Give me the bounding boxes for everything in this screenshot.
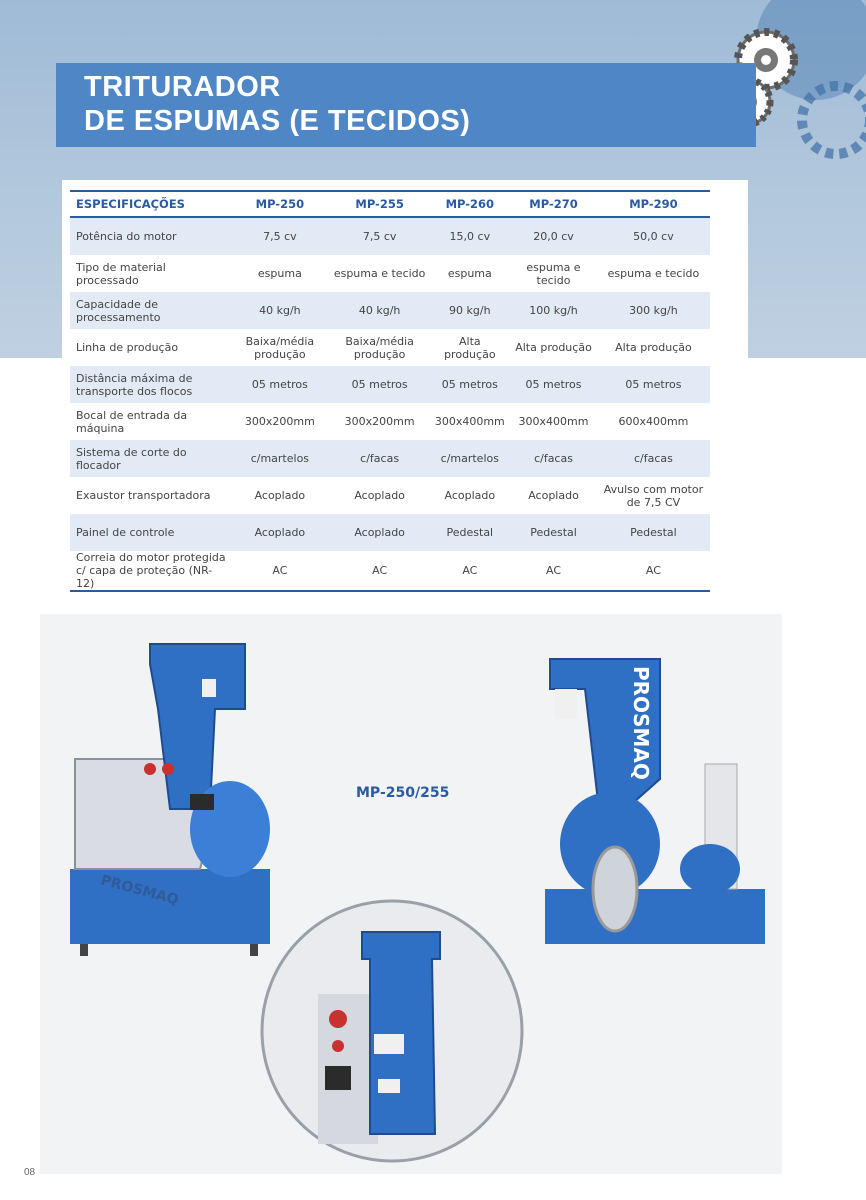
- table-cell: c/facas: [510, 440, 597, 477]
- table-row: [70, 440, 710, 477]
- table-cell: c/martelos: [430, 440, 511, 477]
- title-line-1: TRITURADOR: [84, 71, 281, 103]
- table-cell: Alta produção: [515, 341, 592, 354]
- specifications-table: [70, 190, 710, 592]
- table-cell: 300x200mm: [244, 415, 315, 428]
- row-label: Linha de produção: [76, 341, 179, 354]
- table-cell: Acoplado: [254, 489, 306, 502]
- machine-caption: MP-250/255: [356, 785, 450, 801]
- table-cell: c/martelos: [230, 440, 330, 477]
- table-cell: 20,0 cv: [510, 217, 597, 255]
- machine-photos: [40, 614, 782, 1174]
- table-row: [70, 514, 710, 551]
- row-label: Painel de controle: [70, 514, 230, 551]
- table-cell: 05 metros: [230, 366, 330, 403]
- row-label: Potência do motor: [70, 217, 230, 255]
- table-cell: 300x200mm: [344, 415, 415, 428]
- table-cell: 05 metros: [510, 366, 597, 403]
- row-label: Distância máxima de transporte dos flocos: [70, 366, 230, 403]
- table-cell: 50,0 cv: [597, 217, 710, 255]
- table-cell: Baixa/média produção: [245, 334, 315, 361]
- header-mp-250: MP-250: [230, 191, 330, 217]
- table-row: [70, 403, 710, 440]
- table-cell: Alta produção: [444, 334, 496, 361]
- table-cell: AC: [597, 551, 710, 591]
- table-cell: 15,0 cv: [430, 217, 511, 255]
- table-cell: Avulso com motor de 7,5 CV: [603, 482, 704, 509]
- table-cell: 7,5 cv: [230, 217, 330, 255]
- table-cell: 100 kg/h: [510, 292, 597, 329]
- table-cell: Acoplado: [230, 514, 330, 551]
- table-cell: Pedestal: [510, 514, 597, 551]
- table-cell: Alta produção: [615, 341, 692, 354]
- header-mp-270: MP-270: [510, 191, 597, 217]
- detail-zoom-image: [262, 901, 522, 1161]
- machine-photo-area: [40, 614, 782, 1174]
- table-cell: 300x400mm: [434, 415, 505, 428]
- table-row: [70, 292, 710, 329]
- table-cell: AC: [430, 551, 511, 591]
- table-cell: 05 metros: [597, 366, 710, 403]
- table-cell: AC: [510, 551, 597, 591]
- table-row: [70, 551, 710, 591]
- machine-right-brand: PROSMAQ: [629, 666, 653, 780]
- row-label: Exaustor transportadora: [76, 489, 211, 502]
- table-cell: Pedestal: [430, 514, 511, 551]
- table-cell: 300x400mm: [518, 415, 589, 428]
- table-cell: 90 kg/h: [430, 292, 511, 329]
- spec-sheet: [62, 180, 748, 608]
- table-row: [70, 217, 710, 255]
- row-label: Tipo de material processado: [76, 260, 166, 287]
- table-cell: 05 metros: [430, 366, 511, 403]
- table-header-row: [70, 191, 710, 217]
- title-line-2: DE ESPUMAS (E TECIDOS): [84, 105, 471, 137]
- page-number: 08: [24, 1167, 36, 1178]
- table-row: [70, 329, 710, 366]
- table-cell: 7,5 cv: [330, 217, 430, 255]
- row-label: Sistema de corte do flocador: [70, 440, 230, 477]
- table-cell: 300 kg/h: [597, 292, 710, 329]
- table-cell: espuma: [257, 267, 302, 280]
- table-cell: c/facas: [330, 440, 430, 477]
- table-cell: espuma e tecido: [607, 267, 700, 280]
- table-cell: 40 kg/h: [230, 292, 330, 329]
- table-cell: 05 metros: [330, 366, 430, 403]
- table-cell: espuma: [447, 267, 492, 280]
- table-cell: AC: [330, 551, 430, 591]
- table-row: [70, 255, 710, 292]
- machine-right-image: [545, 659, 765, 944]
- table-cell: Baixa/média produção: [345, 334, 414, 361]
- table-cell: espuma e tecido: [333, 267, 426, 280]
- header-mp-290: MP-290: [597, 191, 710, 217]
- table-cell: Acoplado: [528, 489, 579, 502]
- table-cell: Acoplado: [444, 489, 496, 502]
- row-label: Bocal de entrada da máquina: [76, 408, 188, 435]
- table-cell: c/facas: [597, 440, 710, 477]
- table-cell: Acoplado: [330, 514, 430, 551]
- header-specificacoes: ESPECIFICAÇÕES: [70, 191, 230, 217]
- row-label: Correia do motor protegida c/ capa de proteção (NR-12): [70, 551, 230, 591]
- machine-left-brand: PROSMAQ: [98, 872, 181, 909]
- table-cell: AC: [230, 551, 330, 591]
- table-cell: 600x400mm: [618, 415, 689, 428]
- table-row: [70, 477, 710, 514]
- table-cell: Pedestal: [597, 514, 710, 551]
- header-mp-255: MP-255: [330, 191, 430, 217]
- table-row: [70, 366, 710, 403]
- row-label: Capacidade de processamento: [70, 292, 230, 329]
- table-cell: espuma e tecido: [526, 260, 581, 287]
- header-mp-260: MP-260: [430, 191, 511, 217]
- table-cell: 40 kg/h: [330, 292, 430, 329]
- machine-left-image: [70, 644, 270, 956]
- title-banner: [56, 63, 756, 147]
- table-cell: Acoplado: [354, 489, 405, 502]
